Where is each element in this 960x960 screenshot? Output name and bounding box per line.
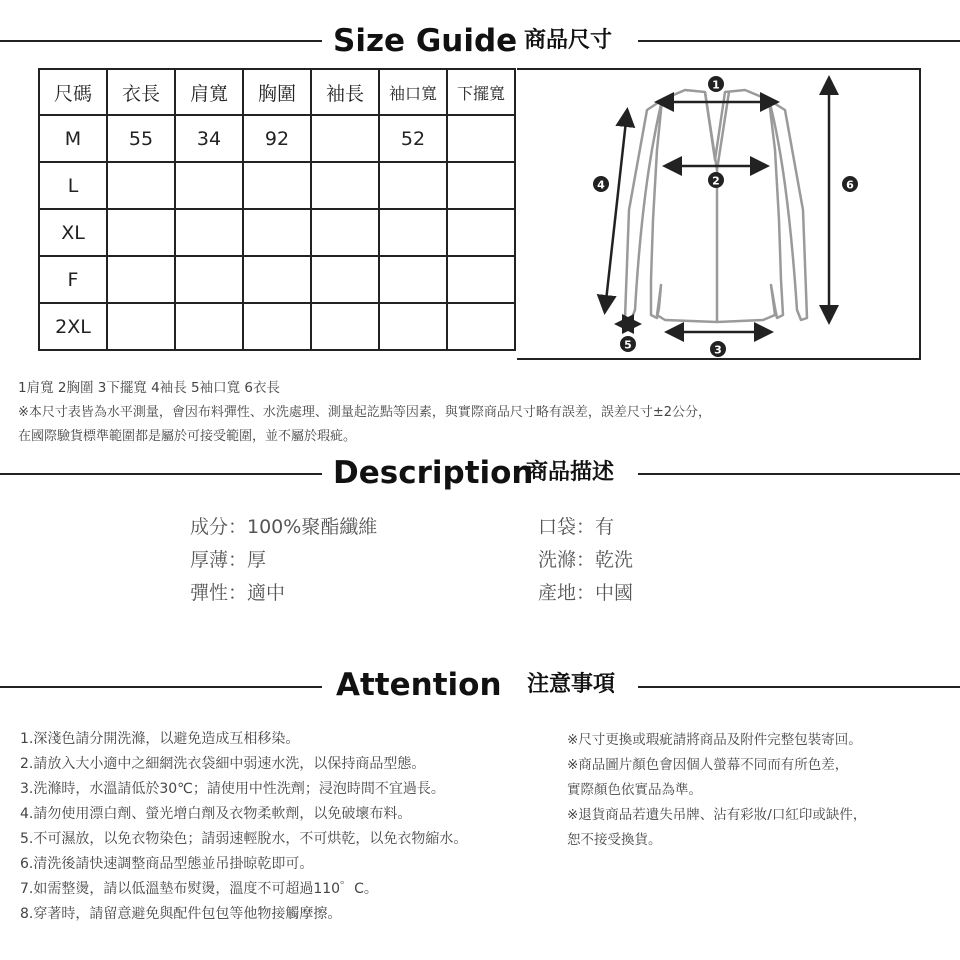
marker-2 <box>708 172 724 188</box>
marker-label: 2 <box>712 174 720 188</box>
marker-label: 6 <box>846 178 854 192</box>
value-cell <box>107 209 175 256</box>
cardigan-outline <box>625 90 807 322</box>
return-policy-line: ※退貨商品若遺失吊牌、沾有彩妝/口紅印或缺件， <box>567 807 867 823</box>
value-cell <box>311 303 379 350</box>
value-cell: 34 <box>175 115 243 162</box>
size-cell: L <box>39 162 107 209</box>
size-table <box>38 68 516 351</box>
header-rule-right <box>638 686 960 688</box>
marker-5 <box>620 336 636 352</box>
care-instruction: 4.請勿使用漂白劑、螢光增白劑及衣物柔軟劑，以免破壞布料。 <box>20 806 412 822</box>
table-row <box>39 256 515 303</box>
value-cell <box>243 303 311 350</box>
value-cell <box>311 115 379 162</box>
attention-title-zh: 注意事項 <box>527 672 616 697</box>
return-policy-line: 恕不接受換貨。 <box>567 832 662 848</box>
origin-spec: 產地：中國 <box>538 582 634 604</box>
marker-1 <box>708 76 724 92</box>
value-cell <box>311 209 379 256</box>
description-title: Description <box>333 455 534 491</box>
value-cell <box>447 256 515 303</box>
material-spec: 成分：100%聚酯纖維 <box>190 516 378 538</box>
header-rule-left <box>0 686 322 688</box>
care-instruction: 6.清洗後請快速調整商品型態並吊掛晾乾即可。 <box>20 856 314 872</box>
marker-label: 5 <box>624 338 632 352</box>
value-cell <box>311 162 379 209</box>
marker-label: 4 <box>597 178 605 192</box>
table-row <box>39 303 515 350</box>
thickness-spec: 厚薄：厚 <box>190 549 267 571</box>
size-cell: 2XL <box>39 303 107 350</box>
header-cell: 胸圍 <box>243 69 311 115</box>
garment-diagram <box>517 68 921 360</box>
size-cell: XL <box>39 209 107 256</box>
value-cell <box>175 256 243 303</box>
return-policy-line: ※尺寸更換或瑕疵請將商品及附件完整包裝寄回。 <box>567 732 862 748</box>
value-cell <box>447 303 515 350</box>
table-row <box>39 209 515 256</box>
value-cell <box>107 162 175 209</box>
value-cell <box>379 162 447 209</box>
care-instruction: 2.請放入大小適中之細網洗衣袋細中弱速水洗，以保持商品型態。 <box>20 756 426 772</box>
value-cell <box>447 209 515 256</box>
marker-label: 3 <box>714 343 722 357</box>
size-cell: F <box>39 256 107 303</box>
value-cell <box>379 256 447 303</box>
value-cell <box>175 303 243 350</box>
marker-label: 1 <box>712 78 720 92</box>
header-rule-left <box>0 473 322 475</box>
marker-6 <box>842 176 858 192</box>
value-cell <box>311 256 379 303</box>
header-rule-left <box>0 40 322 42</box>
value-cell <box>379 303 447 350</box>
value-cell <box>379 209 447 256</box>
value-cell: 55 <box>107 115 175 162</box>
measurement-legend: 1肩寬 2胸圍 3下擺寬 4袖長 5袖口寬 6衣長 <box>18 380 280 396</box>
value-cell: 92 <box>243 115 311 162</box>
garment-diagram-svg <box>517 70 921 362</box>
description-header <box>0 448 960 498</box>
attention-header <box>0 660 960 710</box>
table-row <box>39 115 515 162</box>
attention-title: Attention <box>336 667 502 703</box>
marker-4 <box>593 176 609 192</box>
value-cell <box>175 162 243 209</box>
value-cell <box>447 162 515 209</box>
value-cell <box>175 209 243 256</box>
return-policy-line: ※商品圖片顏色會因個人螢幕不同而有所色差， <box>567 757 849 773</box>
size-guide-title-zh: 商品尺寸 <box>524 28 613 53</box>
care-instruction: 1.深淺色請分開洗滌，以避免造成互相移染。 <box>20 731 300 747</box>
header-cell: 袖口寬 <box>379 69 447 115</box>
description-title-zh: 商品描述 <box>526 460 615 485</box>
care-instruction: 8.穿著時，請留意避免與配件包包等他物接觸摩擦。 <box>20 906 342 922</box>
measurement-note-2: 在國際驗貨標準範圍都是屬於可接受範圍，並不屬於瑕疵。 <box>18 429 357 444</box>
pocket-spec: 口袋：有 <box>538 516 615 538</box>
value-cell <box>243 162 311 209</box>
value-cell <box>447 115 515 162</box>
size-guide-header <box>0 16 960 66</box>
size-guide-title: Size Guide <box>333 23 518 59</box>
value-cell <box>107 256 175 303</box>
table-row <box>39 162 515 209</box>
header-cell: 袖長 <box>311 69 379 115</box>
value-cell <box>107 303 175 350</box>
elasticity-spec: 彈性：適中 <box>190 582 286 604</box>
return-policy-line: 實際顏色依實品為準。 <box>567 782 702 798</box>
care-instruction: 5.不可濕放，以免衣物染色；請弱速輕脫水，不可烘乾，以免衣物縮水。 <box>20 831 468 847</box>
marker-3 <box>710 341 726 357</box>
value-cell <box>243 209 311 256</box>
value-cell <box>243 256 311 303</box>
header-cell: 衣長 <box>107 69 175 115</box>
header-rule-right <box>638 473 960 475</box>
size-table-header-row <box>39 69 515 115</box>
value-cell: 52 <box>379 115 447 162</box>
header-rule-right <box>638 40 960 42</box>
header-cell: 下擺寬 <box>447 69 515 115</box>
care-instruction: 3.洗滌時，水溫請低於30℃；請使用中性洗劑；浸泡時間不宜過長。 <box>20 781 445 797</box>
header-cell: 尺碼 <box>39 69 107 115</box>
header-cell: 肩寬 <box>175 69 243 115</box>
care-instruction: 7.如需整燙，請以低溫墊布熨燙，溫度不可超過110゜C。 <box>20 881 378 897</box>
size-cell: M <box>39 115 107 162</box>
measurement-note-1: ※本尺寸表皆為水平測量，會因布料彈性、水洗處理、測量起訖點等因素，與實際商品尺寸略有誤差，誤差尺寸±2公分， <box>18 405 712 420</box>
washing-spec: 洗滌：乾洗 <box>538 549 634 571</box>
